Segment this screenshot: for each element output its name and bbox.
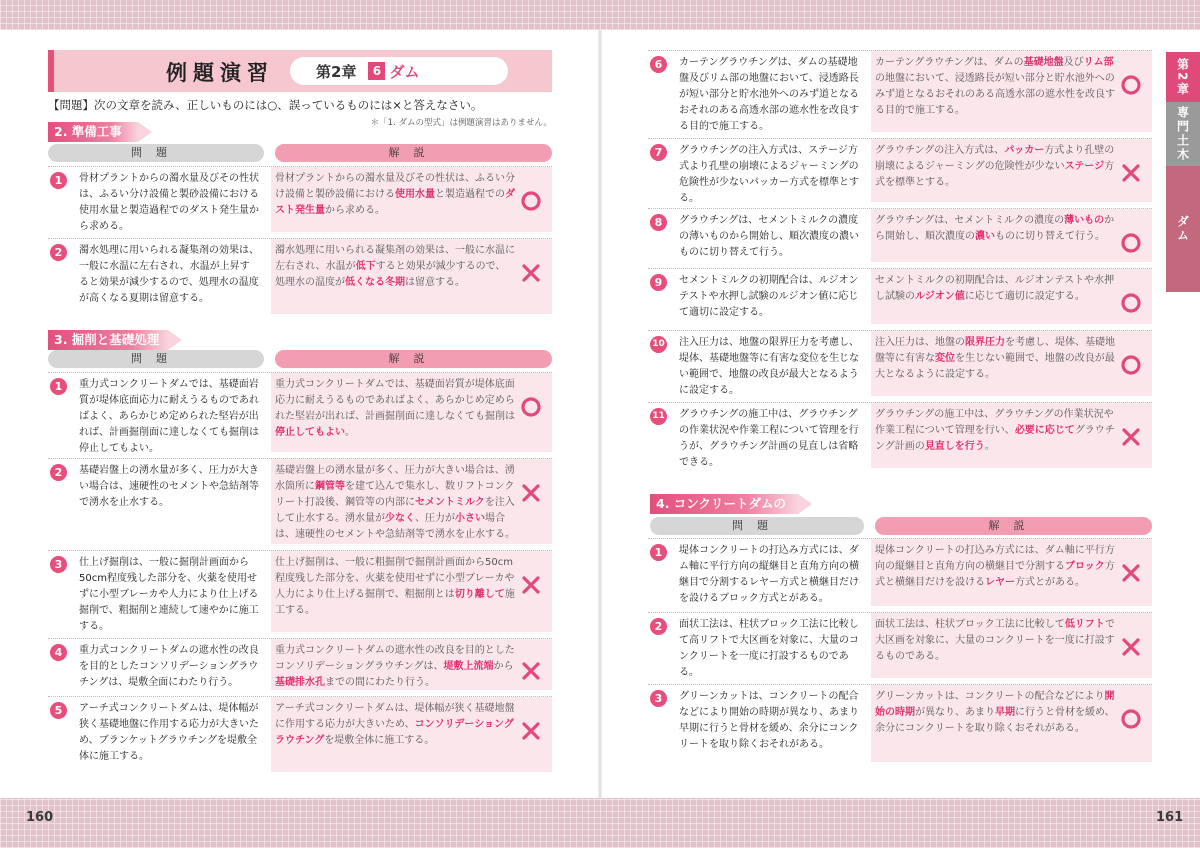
column-header-answer: 解説 (275, 144, 552, 162)
qa-row (648, 208, 1152, 262)
question-text: 骨材プラントからの濁水量及びその性状は、ふるい分け設備と製砂設備における使用水量と製造過程でのダスト発生量から求める。 (79, 173, 259, 232)
qa-row (48, 372, 552, 452)
answer-segment: に応じて適切に設定する。 (964, 291, 1085, 302)
qa-row (48, 238, 552, 314)
answer-text (275, 701, 515, 749)
answer-highlight: 低下 (355, 261, 376, 272)
answer-segment: グリーンカットは、コンクリートの配合などにより (875, 691, 1105, 702)
question-text: セメントミルクの初期配合は、ルジオンテストや水押し試験のルジオン値に応じて適切に設定する。 (679, 275, 859, 318)
qa-row (48, 696, 552, 772)
answer-cell (271, 373, 552, 452)
answer-segment: 基礎岩盤上の湧水量が多く、圧力が大きい場合は、湧水箇所に (275, 465, 515, 492)
answer-cell (871, 613, 1152, 678)
correct-circle-icon (515, 391, 547, 423)
answer-text (875, 689, 1115, 737)
chapter-pill (290, 57, 508, 85)
qa-row (648, 402, 1152, 468)
answer-highlight: 基礎地盤 (1023, 57, 1064, 68)
answer-text (875, 543, 1115, 591)
question-text: アーチ式コンクリートダムは、堤体幅が狭く基礎地盤に作用する応力が大きいため、ブランケットグラウチングを堤敷全体に施工する。 (79, 703, 259, 762)
question-number-badge: 1 (50, 378, 67, 395)
answer-segment: で大区画を対象に、大量のコンクリートを一度に打設するものである。 (875, 619, 1115, 662)
qa-row (648, 50, 1152, 132)
answer-segment: 場合は、速硬性のセメントや急結剤等で湧水を止水する。 (275, 513, 515, 540)
answer-segment: アーチ式コンクリートダムは、堤体幅が狭く基礎地盤に作用する応力が大きいため、 (275, 703, 515, 730)
column-header-question: 問題 (650, 517, 864, 535)
qa-row (48, 550, 552, 632)
section-heading: 4. コンクリートダムの (650, 494, 798, 514)
answer-segment: までの間にわたり行う。 (325, 677, 435, 688)
answer-cell (871, 403, 1152, 468)
answer-highlight: 変位 (935, 353, 955, 364)
page-number-right: 161 (1156, 810, 1184, 825)
answer-cell (871, 51, 1152, 132)
question-number-badge: 2 (650, 618, 667, 635)
question-text: グラウチングの施工中は、グラウチングの作業状況や作業工程について管理を行うが、グラウチング計画の見直しは省略できる。 (679, 409, 859, 468)
incorrect-cross-icon (515, 257, 547, 289)
answer-highlight: 開始の時期 (875, 691, 1115, 718)
qa-row (648, 538, 1152, 606)
answer-highlight: パッカー (1004, 145, 1045, 156)
page-number-left: 160 (26, 810, 54, 825)
answer-segment: 方式と横継目だけを設ける (875, 561, 1115, 588)
qa-row (648, 330, 1152, 396)
incorrect-cross-icon (1115, 157, 1147, 189)
answer-segment: グラウチングは、セメントミルクの濃度の (875, 215, 1065, 226)
answer-segment: を建て込んで集水し、数リフトコンクリート打設後、鋼管等の内部に (275, 481, 515, 508)
correct-circle-icon (1115, 287, 1147, 319)
answer-segment: から (493, 661, 514, 672)
answer-text (875, 143, 1115, 191)
chapter-name: ダム (389, 62, 420, 81)
answer-segment: 及び (1063, 57, 1084, 68)
question-number-badge: 5 (50, 702, 67, 719)
answer-highlight: コンソリデーショングラウチング (275, 719, 514, 746)
answer-highlight: 濃い (975, 231, 995, 242)
answer-cell (271, 167, 552, 232)
incorrect-cross-icon (515, 477, 547, 509)
answer-text (275, 463, 515, 543)
column-header-answer: 解説 (275, 350, 552, 368)
question-text: 仕上げ掘削は、一般に掘削計画面から50cm程度残した部分を、火薬を使用せずに小型ブレーカや人力により仕上げる掘削で、粗掘削と連続して速やかに施工する。 (79, 557, 259, 632)
column-header-answer: 解説 (875, 517, 1152, 535)
qa-row (48, 166, 552, 232)
answer-text (875, 335, 1115, 383)
answer-highlight: 薄いもの (1064, 215, 1105, 226)
answer-segment: 面状工法は、柱状ブロック工法に比較して (875, 619, 1065, 630)
question-number-badge: 1 (50, 172, 67, 189)
answer-segment: 。 (345, 427, 355, 438)
answer-text (875, 55, 1115, 119)
question-number-badge: 10 (650, 336, 667, 353)
qa-row (648, 612, 1152, 678)
answer-segment: すると効果が減少するので、処理水の温度が (275, 261, 506, 288)
answer-segment: を堤敷全体に施工する。 (324, 735, 435, 746)
section-heading: 3. 掘削と基礎処理 (48, 330, 168, 350)
answer-cell (871, 685, 1152, 762)
answer-highlight: 停止してもよい (275, 427, 345, 438)
answer-cell (271, 639, 552, 690)
answer-highlight: 切り離して (454, 589, 505, 600)
answer-cell (871, 331, 1152, 396)
answer-cell (871, 209, 1152, 262)
answer-segment: ものに切り替えて行う。 (995, 231, 1105, 242)
answer-highlight: ダスト発生量 (275, 189, 515, 216)
answer-cell (871, 269, 1152, 324)
answer-segment: セメントミルクの初期配合は、ルジオンテストや水押し試験の (875, 275, 1115, 302)
answer-highlight: リム部 (1083, 57, 1114, 68)
column-header-question: 問題 (48, 350, 264, 368)
question-number-badge: 8 (650, 214, 667, 231)
answer-segment: が異なり、あまり (915, 707, 995, 718)
note-text: ＊「1. ダムの型式」は例題演習はありません。 (370, 118, 552, 128)
question-number-badge: 1 (650, 544, 667, 561)
answer-segment: の地盤において、浸透路長が短い部分と貯水池外へのみず道となるおそれのある高透水部の遮水性を改良する目的で施工する。 (875, 73, 1115, 116)
answer-cell (871, 139, 1152, 202)
answer-text (275, 171, 515, 219)
exercise-title: 例題演習 (166, 60, 274, 85)
section-heading: 2. 準備工事 (48, 122, 138, 142)
answer-text (275, 243, 515, 291)
answer-cell (271, 239, 552, 314)
question-number-badge: 9 (650, 274, 667, 291)
question-text: 濁水処理に用いられる凝集剤の効果は、一般に水温に左右され、水温が上昇すると効果が減少するので、処理水の温度が高くなる夏期は留意する。 (79, 245, 259, 304)
answer-segment: 、圧力が (415, 513, 455, 524)
answer-segment: カーテングラウチングは、ダムの (875, 57, 1024, 68)
question-text: 重力式コンクリートダムの遮水性の改良を目的としたコンソリデーショングラウチングは、堤敷全面にわたり行う。 (79, 645, 259, 688)
answer-segment: を注入して止水する。湧水量が (275, 497, 515, 524)
answer-highlight: 必要に応じて (1014, 425, 1075, 436)
answer-highlight: ルジオン値 (915, 291, 965, 302)
qa-row (648, 684, 1152, 762)
chapter-label: 第2章 (316, 62, 357, 81)
answer-segment: グラウチング計画の (875, 425, 1115, 452)
correct-circle-icon (515, 185, 547, 217)
side-tab-specialized-civil[interactable]: 専門土木 (1166, 102, 1200, 166)
question-number-badge: 3 (50, 556, 67, 573)
top-decorative-band (0, 0, 1200, 30)
answer-segment: 堤体コンクリートの打込み方式には、ダム軸に平行方向の縦継目と直角方向の横継目で分割する (875, 545, 1115, 572)
answer-segment: を考慮し、堤体、基礎地盤等に有害な (875, 337, 1115, 364)
side-tab-dam[interactable]: ダム (1166, 166, 1200, 292)
page-gutter (598, 30, 602, 798)
answer-text (875, 617, 1115, 665)
answer-segment: を生じない範囲で、地盤の改良が最大となるように設定する。 (875, 353, 1115, 380)
exercise-title-banner (48, 50, 552, 92)
answer-segment: から求める。 (325, 205, 385, 216)
answer-segment: は留意する。 (405, 277, 465, 288)
answer-highlight: ブロック (1065, 561, 1105, 572)
correct-circle-icon (1115, 349, 1147, 381)
question-number-badge: 4 (50, 644, 67, 661)
question-text: 重力式コンクリートダムでは、基礎面岩質が堤体底面応力に耐えうるものであればよく、あらかじめ定められた堅岩が出れば、計画掘削面に達しなくても掘削は停止してもよい。 (79, 379, 259, 454)
incorrect-cross-icon (515, 715, 547, 747)
answer-segment: 方式より孔壁の崩壊によるジャーミングの危険性が少ない (875, 145, 1115, 172)
question-number-badge: 2 (50, 464, 67, 481)
question-number-badge: 3 (650, 690, 667, 707)
answer-segment: 方式を標準とする。 (875, 161, 1115, 188)
answer-segment: から開始し、順次濃度の (875, 215, 1115, 242)
question-number-badge: 7 (650, 144, 667, 161)
qa-row (48, 638, 552, 690)
answer-text (275, 643, 515, 691)
answer-highlight: 早期 (995, 707, 1015, 718)
bottom-decorative-band (0, 798, 1200, 848)
answer-cell (271, 697, 552, 772)
question-number-badge: 2 (50, 244, 67, 261)
question-text: グリーンカットは、コンクリートの配合などにより開始の時期が異なり、あまり早期に行うと骨材を緩め、余分にコンクリートを取り除くおそれがある。 (679, 691, 859, 750)
answer-cell (271, 459, 552, 544)
chapter-number-badge: 6 (368, 62, 385, 80)
answer-text (875, 407, 1115, 455)
answer-cell (271, 551, 552, 632)
side-tab-chapter[interactable]: 第2章 (1166, 52, 1200, 102)
answer-highlight: 低リフト (1064, 619, 1105, 630)
answer-segment: 注入圧力は、地盤の (875, 337, 965, 348)
answer-text (875, 213, 1115, 245)
answer-segment: 仕上げ掘削は、一般に粗掘削で掘削計画面から50cm程度残した部分を、火薬を使用せずに小型ブレーカや人力により仕上げる掘削で、粗掘削とは (275, 557, 515, 600)
correct-circle-icon (1115, 227, 1147, 259)
answer-highlight: ステージ (1064, 161, 1105, 172)
answer-segment: 方式とがある。 (1015, 577, 1085, 588)
qa-row (648, 138, 1152, 202)
answer-highlight: 鋼管等 (315, 481, 345, 492)
answer-cell (871, 539, 1152, 606)
answer-text (275, 555, 515, 619)
question-text: 堤体コンクリートの打込み方式には、ダム軸に平行方向の縦継目と直角方向の横継目で分割するレヤー方式と横継目だけを設けるブロック方式とがある。 (679, 545, 859, 604)
incorrect-cross-icon (1115, 557, 1147, 589)
question-number-badge: 11 (650, 408, 667, 425)
answer-highlight: 使用水量 (395, 189, 435, 200)
answer-segment: 重力式コンクリートダムの遮水性の改良を目的としたコンソリデーショングラウチングは、 (275, 645, 515, 672)
question-text: グラウチングは、セメントミルクの濃度の薄いものから開始し、順次濃度の濃いものに切り替えて行う。 (679, 215, 859, 258)
correct-circle-icon (1115, 703, 1147, 735)
answer-segment: に行うと骨材を緩め、余分にコンクリートを取り除くおそれがある。 (875, 707, 1115, 734)
answer-highlight: 低くなる冬期 (345, 277, 405, 288)
correct-circle-icon (1115, 69, 1147, 101)
answer-highlight: セメントミルク (415, 497, 485, 508)
incorrect-cross-icon (515, 655, 547, 687)
answer-highlight: 基礎排水孔 (275, 677, 325, 688)
incorrect-cross-icon (515, 569, 547, 601)
answer-segment: グラウチングの注入方式は、 (875, 145, 1005, 156)
answer-highlight: 限界圧力 (965, 337, 1005, 348)
incorrect-cross-icon (1115, 421, 1147, 453)
instruction-text: 【問題】次の文章を読み、正しいものには○、誤っているものには×と答えなさい。 (48, 98, 483, 112)
question-text: カーテングラウチングは、ダムの基礎地盤及びリム部の地盤において、浸透路長が短い部分と貯水池外へのみず道となるおそれのある高透水部の遮水性を改良する目的で施工する。 (679, 57, 859, 132)
answer-highlight: 小さい (455, 513, 485, 524)
answer-segment: 濁水処理に用いられる凝集剤の効果は、一般に水温に左右され、水温が (275, 245, 515, 272)
column-header-question: 問題 (48, 144, 264, 162)
question-text: 面状工法は、柱状ブロック工法に比較して高リフトで大区画を対象に、大量のコンクリートを一度に打設するものである。 (679, 619, 859, 678)
answer-text (875, 273, 1115, 305)
answer-segment: 骨材プラントからの濁水量及びその性状は、ふるい分け設備と製砂設備における (275, 173, 515, 200)
answer-highlight: レヤー (985, 577, 1015, 588)
question-text: グラウチングの注入方式は、ステージ方式より孔壁の崩壊によるジャーミングの危険性が少ないパッカー方式を標準とする。 (679, 145, 859, 204)
qa-row (648, 268, 1152, 324)
answer-text (275, 377, 515, 441)
answer-segment: 重力式コンクリートダムでは、基礎面岩質が堤体底面応力に耐えうるものであればよく、あらかじめ定められた堅岩が出れば、計画掘削面に達しなくても掘削は (275, 379, 515, 422)
answer-highlight: 見直しを行う (924, 441, 985, 452)
question-text: 基礎岩盤上の湧水量が多く、圧力が大きい場合は、速硬性のセメントや急結剤等で湧水を止水する。 (79, 465, 259, 508)
question-text: 注入圧力は、地盤の限界圧力を考慮し、堤体、基礎地盤等に有害な変位を生じない範囲で、地盤の改良が最大となるように設定する。 (679, 337, 859, 396)
question-number-badge: 6 (650, 56, 667, 73)
answer-segment: グラウチングの施工中は、グラウチングの作業状況や作業工程について管理を行い、 (875, 409, 1114, 436)
answer-segment: 。 (984, 441, 995, 452)
answer-highlight: 堤敷上流端 (443, 661, 494, 672)
qa-row (48, 458, 552, 544)
answer-segment: 施工する。 (275, 589, 515, 616)
answer-segment: と製造過程での (435, 189, 505, 200)
incorrect-cross-icon (1115, 631, 1147, 663)
answer-highlight: 少なく (385, 513, 415, 524)
